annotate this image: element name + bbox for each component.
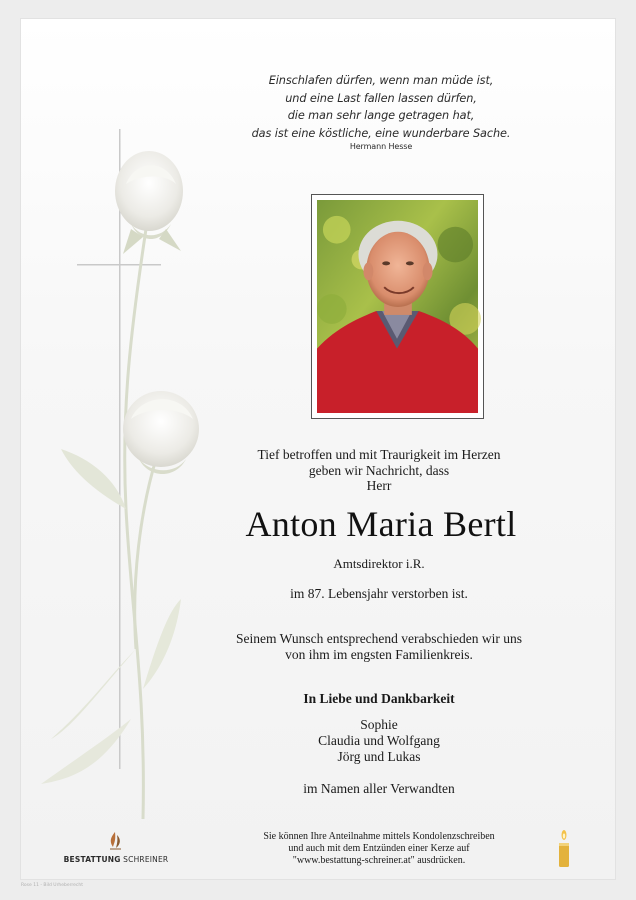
deceased-name: Anton Maria Bertl [245,504,517,544]
closing-heading: In Liebe und Dankbarkeit [303,691,455,706]
logo-word-2: SCHREINER [123,855,169,864]
cross-vertical [119,129,121,769]
cross-horizontal [77,264,161,266]
portrait-photo-frame [311,194,484,419]
mourner-name: Jörg und Lukas [337,749,421,764]
flame-leaf-icon [105,831,125,851]
wish-line: von ihm im engsten Familienkreis. [285,647,473,662]
logo-wordmark [61,855,171,864]
intro-line: Tief betroffen und mit Traurigkeit im Herzen [257,447,501,462]
intro-line: geben wir Nachricht, dass [308,462,450,478]
intro-text [199,447,559,494]
intro-line: Herr [366,478,392,493]
age-text: im 87. Lebensjahr verstorben ist. [290,586,468,601]
funeral-home-logo [61,831,171,871]
wish-line: Seinem Wunsch entsprechend verabschieden wir uns [236,631,522,646]
condolence-line: Sie können Ihre Anteilnahme mittels Kondolenzschreiben [263,831,495,842]
relatives-text: im Namen aller Verwandten [303,781,455,796]
obituary-card [20,18,616,888]
mourner-names [199,717,559,765]
rose-middle [123,391,199,474]
rose-cross-illustration [31,129,211,829]
poem-line: und eine Last fallen lassen dürfen, [285,91,477,105]
poem-line: das ist eine köstliche, eine wunderbare Sache. [251,126,511,140]
poem [211,72,551,153]
candle-icon [556,829,572,869]
wish-text [189,631,569,663]
mourner-name: Sophie [360,717,398,732]
poem-author: Hermann Hesse [349,142,413,151]
deceased-title: Amtsdirektor i.R. [333,556,425,571]
image-credit: Rose 11 - Bild Urheberrecht [21,883,83,888]
condolence-line: und auch mit dem Entzünden einer Kerze auf [288,843,470,854]
poem-line: die man sehr lange getragen hat, [287,109,475,122]
rose-top [115,151,183,254]
condolence-line: "www.bestattung-schreiner.at" ausdrücken. [292,855,466,866]
condolence-note [229,831,529,867]
portrait-photo [317,200,478,413]
logo-word-1: BESTATTUNG [63,855,121,864]
mourner-name: Claudia und Wolfgang [318,733,440,748]
poem-line: Einschlafen dürfen, wenn man müde ist, [268,74,494,87]
